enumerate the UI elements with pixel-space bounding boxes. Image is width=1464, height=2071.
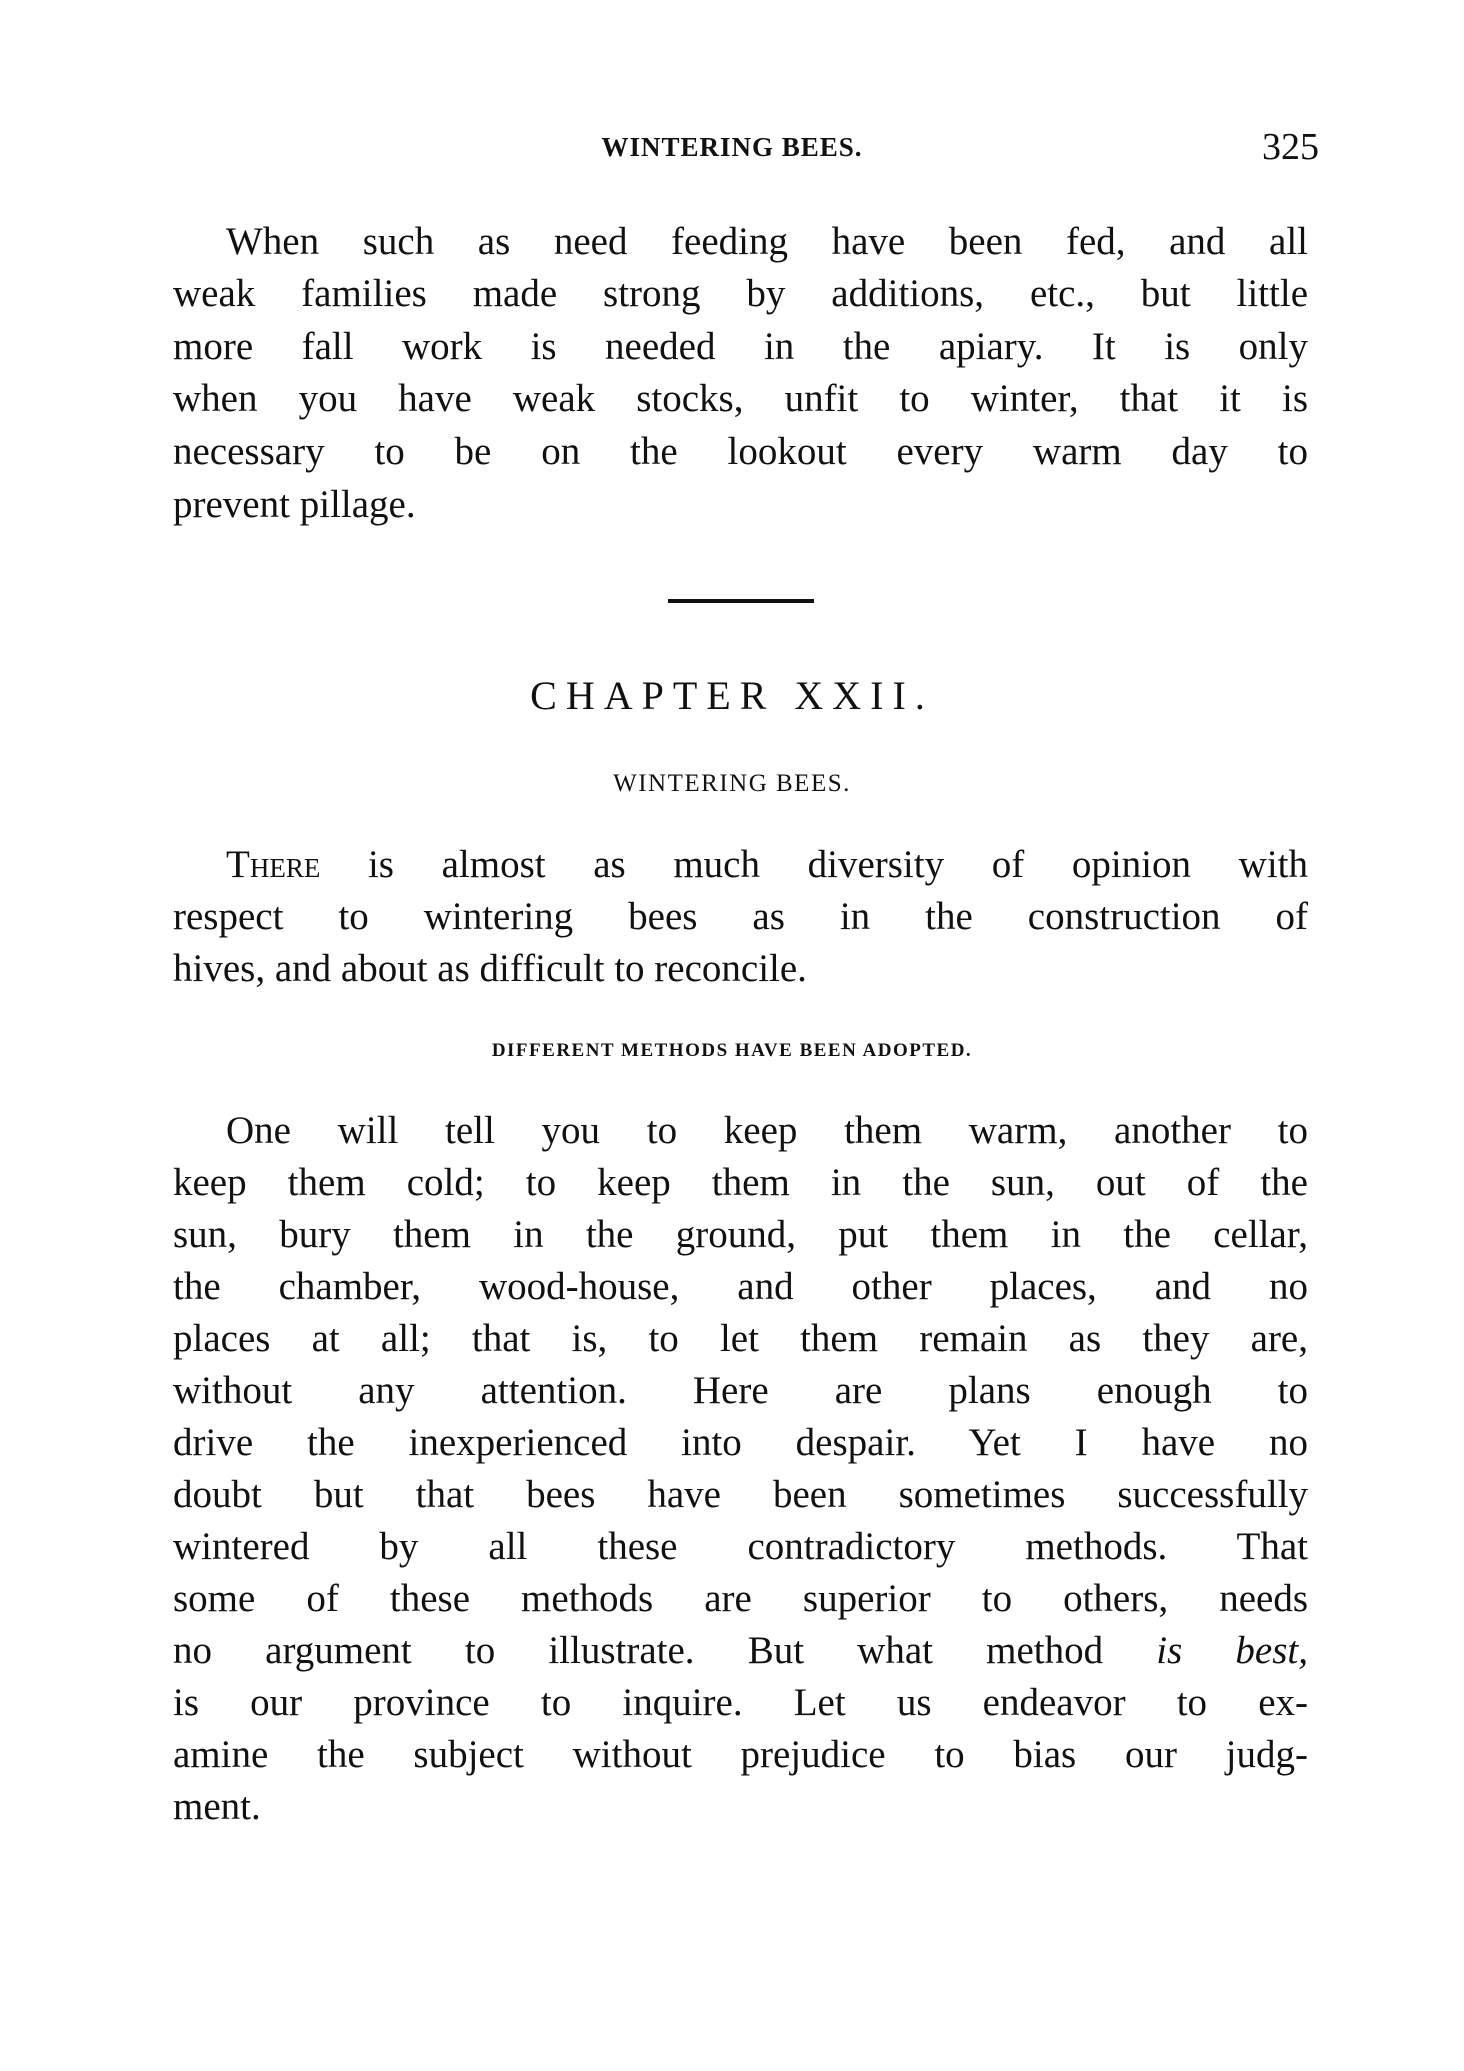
text-line: When such as need feeding have been fed, and all	[226, 220, 1308, 263]
text-line: places at all; that is, to let them remain as they are,	[173, 1317, 1308, 1360]
text-line: doubt but that bees have been sometimes successfully	[173, 1473, 1308, 1516]
text-line: amine the subject without prejudice to bias our judg-	[173, 1733, 1308, 1776]
text-line: keep them cold; to keep them in the sun, out of the	[173, 1161, 1308, 1204]
page-number: 325	[1262, 126, 1319, 168]
text-line: without any attention. Here are plans enough to	[173, 1369, 1308, 1412]
text-line: prevent pillage.	[173, 483, 416, 526]
text-line: some of these methods are superior to others, needs	[173, 1577, 1308, 1620]
text-line: ment.	[173, 1785, 261, 1828]
text-line: the chamber, wood-house, and other places, and no	[173, 1265, 1308, 1308]
text-line: hives, and about as difficult to reconcile.	[173, 947, 807, 990]
lead-word: There	[226, 843, 321, 886]
text-line: necessary to be on the lookout every warm day to	[173, 430, 1308, 473]
text-line: drive the inexperienced into despair. Yet I have no	[173, 1421, 1308, 1464]
italic-emphasis: is best,	[1156, 1629, 1309, 1672]
text-line	[226, 839, 1308, 891]
section-divider	[668, 599, 814, 603]
text-line: weak families made strong by additions, etc., but little	[173, 272, 1308, 315]
chapter-title: CHAPTER XXII.	[530, 673, 934, 718]
text-span: no argument to illustrate. But what method	[173, 1629, 1104, 1672]
text-line: is our province to inquire. Let us endeavor to ex-	[173, 1681, 1308, 1724]
text-line: One will tell you to keep them warm, another to	[226, 1109, 1308, 1152]
chapter-subtitle: WINTERING BEES.	[613, 770, 851, 797]
text-line: wintered by all these contradictory methods. That	[173, 1525, 1308, 1568]
text-line: sun, bury them in the ground, put them in the cellar,	[173, 1213, 1308, 1256]
running-header: WINTERING BEES.	[601, 132, 863, 162]
text-line	[173, 1625, 1308, 1677]
text-line: when you have weak stocks, unfit to winter, that it is	[173, 377, 1308, 420]
text-span: is almost as much diversity of opinion with	[320, 843, 1308, 886]
text-line: respect to wintering bees as in the construction of	[173, 895, 1308, 938]
text-line: more fall work is needed in the apiary. It is only	[173, 325, 1308, 368]
section-heading: DIFFERENT METHODS HAVE BEEN ADOPTED.	[491, 1040, 973, 1061]
